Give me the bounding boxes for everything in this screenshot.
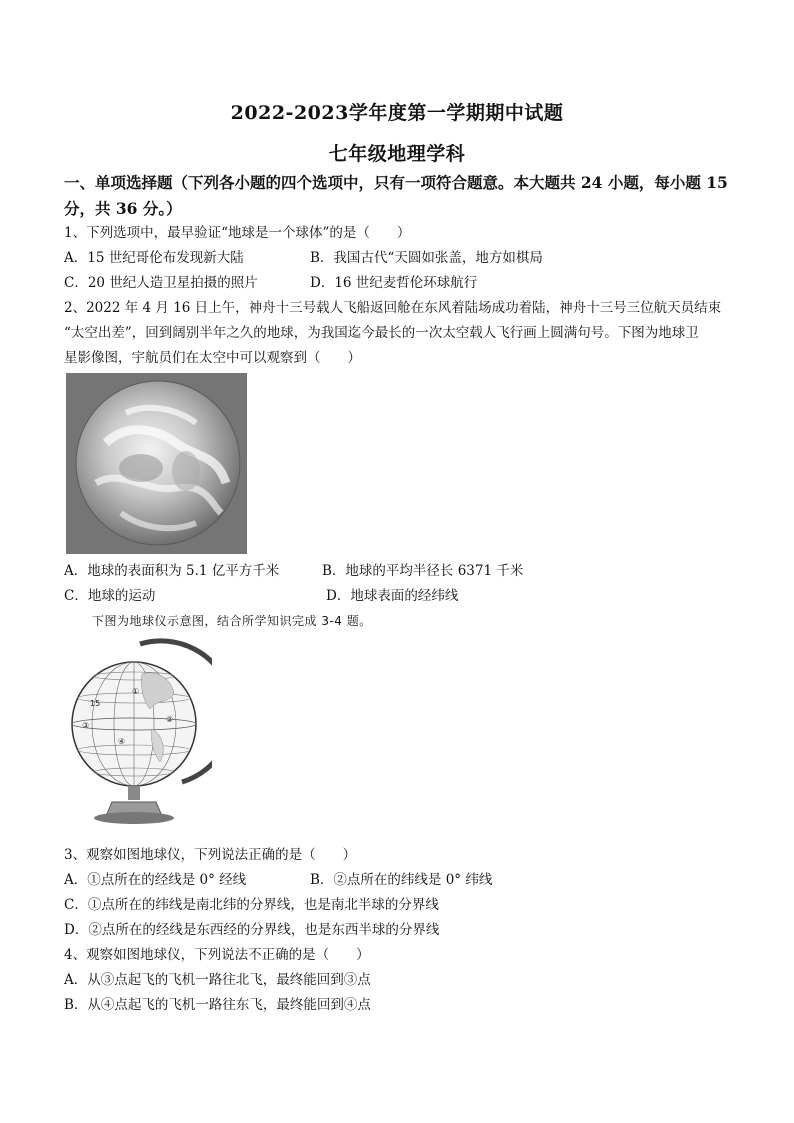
globe-figure-caption: 下图为地球仪示意图，结合所学知识完成 3-4 题。 [92,614,372,628]
section-heading-line2: 分，共 36 分。） [64,199,182,218]
q1-option-c: C．20 世纪人造卫星拍摄的照片 [64,275,258,291]
q2-option-c: C．地球的运动 [64,588,156,604]
svg-text:④: ④ [118,737,126,746]
q3-option-c: C．①点所在的纬线是南北纬的分界线，也是南北半球的分界线 [64,897,439,913]
svg-text:15: 15 [90,699,101,708]
q4-stem: 4、观察如图地球仪，下列说法不正确的是（ ） [64,947,370,963]
q4-option-b: B．从④点起飞的飞机一路往东飞，最终能回到④点 [64,997,371,1013]
q2-stem-line2: “太空出差”，回到阔别半年之久的地球，为我国迄今最长的一次太空载人飞行画上圆满句号。下图为地球卫 [64,325,699,341]
exam-subtitle: 七年级地理学科 [328,143,466,165]
q1-stem: 1、下列选项中，最早验证“地球是一个球体”的是（ ） [64,225,411,241]
section-heading-line1: 一、单项选择题（下列各小题的四个选项中，只有一项符合题意。本大题共 24 小题，每小题 15 [64,173,728,192]
q2-stem-line3: 星影像图，宇航员们在太空中可以观察到（ ） [64,350,361,366]
q2-option-d: D．地球表面的经纬线 [326,588,459,604]
q1-option-b: B．我国古代“天圆如张盖，地方如棋局 [310,250,543,266]
q3-option-d: D．②点所在的经线是东西经的分界线，也是东西半球的分界线 [64,922,440,938]
q2-option-b: B．地球的平均半径长 6371 千米 [322,563,524,579]
globe-image [62,634,212,834]
exam-title: 2022-2023学年度第一学期期中试题 [230,102,564,124]
svg-text:②: ② [166,715,174,724]
q4-option-a: A．从③点起飞的飞机一路往北飞，最终能回到③点 [64,972,371,988]
q1-option-a: A．15 世纪哥伦布发现新大陆 [64,250,244,266]
q1-option-d: D．16 世纪麦哲伦环球航行 [310,275,478,291]
q2-option-a: A．地球的表面积为 5.1 亿平方千米 [64,563,280,579]
svg-text:①: ① [132,687,140,696]
satellite-earth-image [66,373,247,554]
q2-stem-line1: 2、2022 年 4 月 16 日上午，神舟十三号载人飞船返回舱在东风着陆场成功着陆，神舟十三号三位航天员结束 [64,300,722,316]
q3-option-b: B．②点所在的纬线是 0° 纬线 [310,872,493,888]
svg-text:③: ③ [82,721,90,730]
q3-stem: 3、观察如图地球仪，下列说法正确的是（ ） [64,847,357,863]
q3-option-a: A．①点所在的经线是 0° 经线 [64,872,247,888]
